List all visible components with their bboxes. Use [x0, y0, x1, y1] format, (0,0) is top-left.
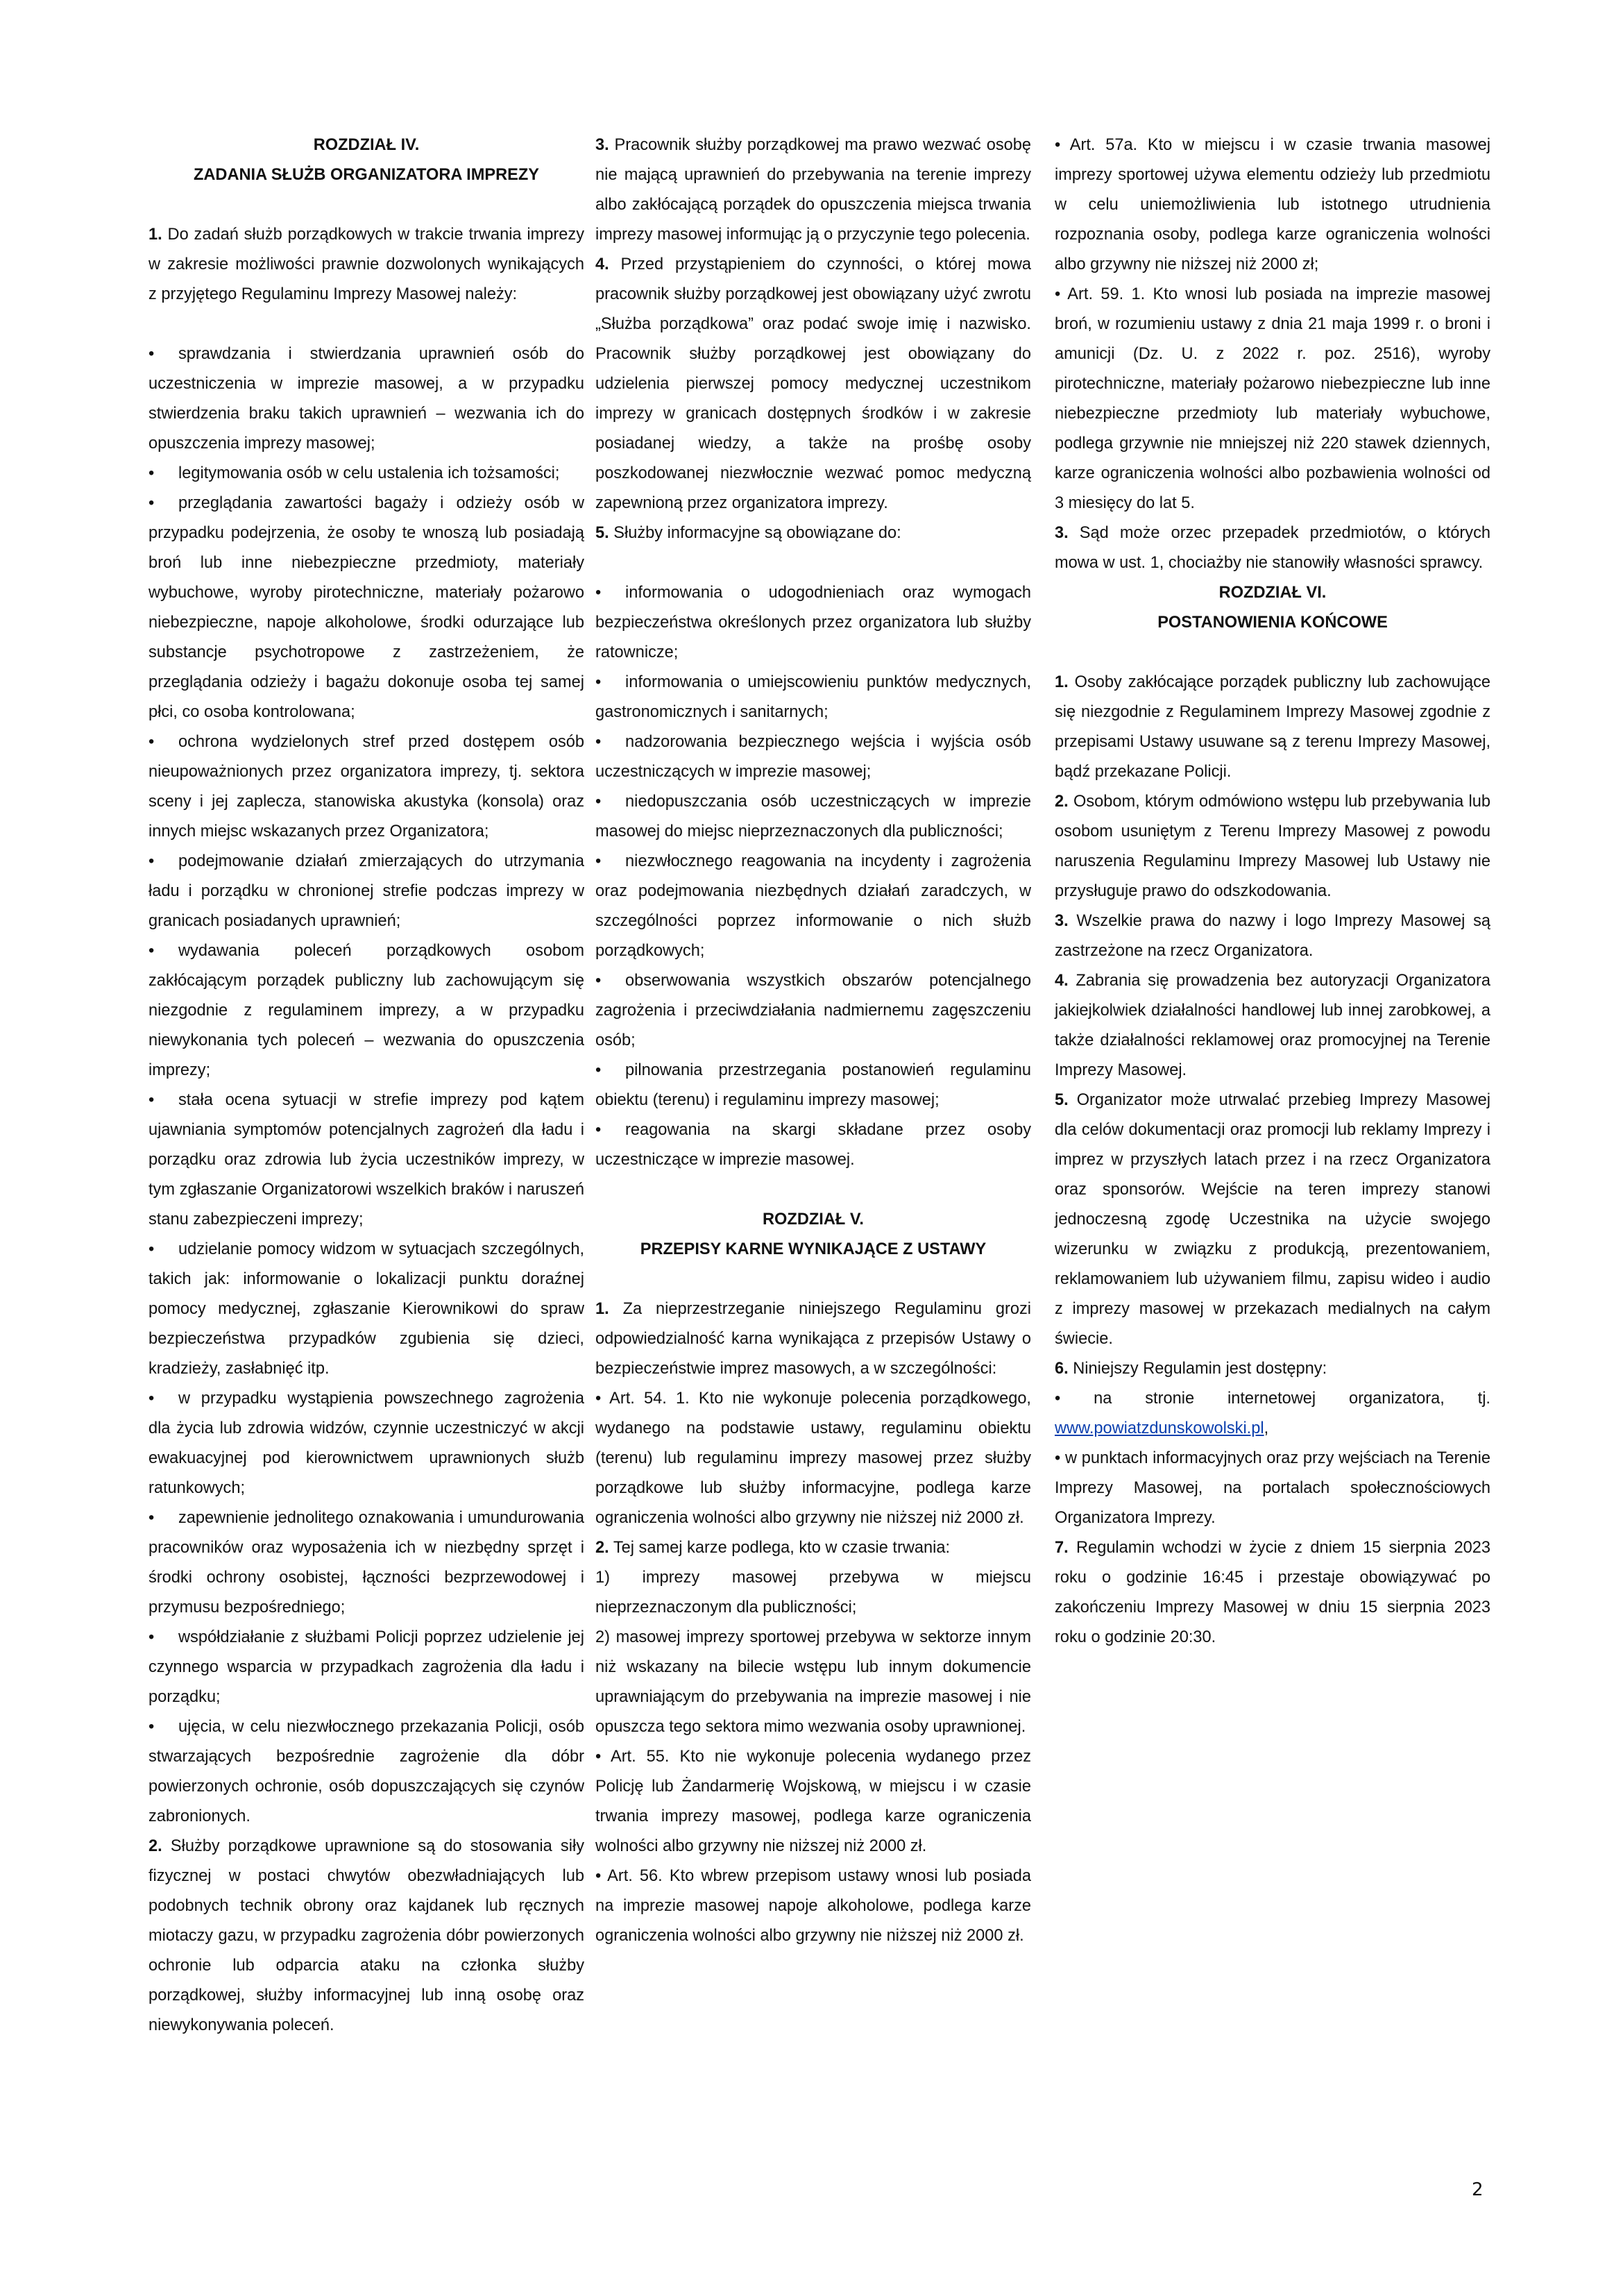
- paragraph-number: 3.: [1055, 524, 1069, 542]
- bullet-icon: •: [148, 464, 155, 482]
- bullet-text: informowania o udogodnieniach oraz wymogach bezpieczeństwa określonych przez organizatora lub służby ratownicze;: [595, 584, 1031, 661]
- bullet-text: podejmowanie działań zmierzających do utrzymania ładu i porządku w chronionej strefie podczas imprezy w granicach posiadanych uprawnień;: [148, 852, 584, 930]
- column-middle: [595, 130, 1031, 1951]
- paragraph-number: 3.: [1055, 912, 1069, 930]
- bullet-icon: •: [595, 972, 602, 990]
- bullet-text: stała ocena sytuacji w strefie imprezy pod kątem ujawniania symptomów potencjalnych zagrożeń dla ładu i porządku oraz zdrowia lub życia uczestników imprezy, w tym zgłaszanie Organizatorowi wszelkich braków i naruszeń stanu zabezpieczeni imprezy;: [148, 1091, 584, 1229]
- final-paragraph-5: [1055, 1086, 1490, 1354]
- bullet-icon: •: [595, 852, 602, 870]
- bullet-item: [148, 339, 584, 459]
- paragraph-number: 4.: [595, 255, 609, 273]
- paragraph-4: [595, 250, 1031, 518]
- chapter-v-heading: ROZDZIAŁ V.: [763, 1210, 864, 1229]
- chapter-iv-heading: ROZDZIAŁ IV.: [313, 136, 420, 154]
- paragraph-text: Niniejszy Regulamin jest dostępny:: [1073, 1360, 1327, 1378]
- paragraph-text: Osobom, którym odmówiono wstępu lub przebywania lub osobom usuniętym z Terenu Imprezy Masowej z powodu naruszenia Regulaminu Imprezy Masowej lub Ustawy nie przysługuje prawo do odszkodowania.: [1055, 793, 1490, 900]
- paragraph-text: Wszelkie prawa do nazwy i logo Imprezy Masowej są zastrzeżone na rzecz Organizatora.: [1055, 912, 1490, 960]
- bullet-text: pilnowania przestrzegania postanowień regulaminu obiektu (terenu) i regulaminu imprezy masowej;: [595, 1061, 1031, 1109]
- bullet-text: przeglądania zawartości bagaży i odzieży osób w przypadku podejrzenia, że osoby te wnoszą lub posiadają broń lub inne niebezpieczne przedmioty, materiały wybuchowe, wyroby pirotechniczne, materiały pożarowo niebezpieczne, napoje alkoholowe, środki odurzające lub substancje psychotropowe z zastrzeżeniem, że przeglądania odzieży i bagażu dokonuje osoba tej samej płci, co osoba kontrolowana;: [148, 494, 584, 721]
- chapter-vi-heading: ROZDZIAŁ VI.: [1218, 584, 1327, 602]
- final-paragraph-2: [1055, 787, 1490, 906]
- penalty-paragraph-3: [1055, 518, 1490, 578]
- penalty-paragraph-1: [595, 1294, 1031, 1384]
- duties-bullet-list: [148, 339, 584, 1832]
- bullet-text: niezwłocznego reagowania na incydenty i zagrożenia oraz podejmowania niezbędnych działań zaradczych, w szczególności poprzez informowanie o nich służb porządkowych;: [595, 852, 1031, 960]
- bullet-icon: •: [148, 345, 155, 363]
- bullet-icon: •: [595, 1061, 602, 1079]
- availability-website: [1055, 1384, 1490, 1444]
- paragraph-number: 1.: [1055, 673, 1069, 691]
- bullet-icon: •: [148, 1390, 155, 1408]
- availability-info-points: • w punktach informacyjnych oraz przy wejściach na Terenie Imprezy Masowej, na portalach społecznościowych Organizatora Imprezy.: [1055, 1449, 1490, 1527]
- bullet-item: [148, 727, 584, 847]
- column-left: [148, 130, 584, 2041]
- final-paragraph-4: [1055, 966, 1490, 1086]
- penalty-point-2: 2) masowej imprezy sportowej przebywa w sektorze innym niż wskazany na bilecie wstępu lub innym dokumencie uprawniającym do przebywania na imprezie masowej i nie opuszcza tego sektora mimo wezwania osoby uprawnionej.: [595, 1628, 1031, 1736]
- paragraph-number: 2.: [148, 1837, 162, 1855]
- paragraph-number: 5.: [595, 524, 609, 542]
- paragraph-number: 3.: [595, 136, 609, 154]
- bullet-item: [595, 578, 1031, 668]
- bullet-item: [148, 1623, 584, 1712]
- bullet-text: w przypadku wystąpienia powszechnego zagrożenia dla życia lub zdrowia widzów, czynnie uczestniczyć w akcji ewakuacyjnej pod kierownictwem uprawnionych służb ratunkowych;: [148, 1390, 584, 1497]
- paragraph-text: Do zadań służb porządkowych w trakcie trwania imprezy w zakresie możliwości prawnie dozwolonych wynikających z przyjętego Regulaminu Imprezy Masowej należy:: [148, 226, 584, 303]
- paragraph-number: 4.: [1055, 972, 1069, 990]
- article-59: • Art. 59. 1. Kto wnosi lub posiada na imprezie masowej broń, w rozumieniu ustawy z dnia 21 maja 1999 r. o broni i amunicji (Dz. U. z 2022 r. poz. 2516), wyroby pirotechniczne, materiały pożarowo niebezpieczne lub inne niebezpieczne przedmioty lub materiały wybuchowe, podlega grzywnie nie mniejszej niż 220 stawek dziennych, karze ograniczenia wolności albo pozbawienia wolności od 3 miesięcy do lat 5.: [1055, 285, 1490, 512]
- paragraph-text: Regulamin wchodzi w życie z dniem 15 sierpnia 2023 roku o godzinie 16:45 i przestaje obowiązywać po zakończeniu Imprezy Masowej w dniu 15 sierpnia 2023 roku o godzinie 20:30.: [1055, 1539, 1490, 1646]
- penalty-point-1: 1) imprezy masowej przebywa w miejscu nieprzeznaczonym dla publiczności;: [595, 1569, 1031, 1617]
- bullet-item: [595, 1056, 1031, 1115]
- availability-website-text: • na stronie internetowej organizatora, tj.: [1055, 1390, 1490, 1408]
- paragraph-text: Pracownik służby porządkowej ma prawo wezwać osobę nie mającą uprawnień do przebywania na terenie imprezy albo zakłócającą porządek do opuszczenia miejsca trwania imprezy masowej informując ją o przyczynie tego polecenia.: [595, 136, 1031, 244]
- bullet-icon: •: [148, 1240, 155, 1258]
- paragraph-text: Tej samej karze podlega, kto w czasie trwania:: [613, 1539, 951, 1557]
- paragraph-text: Przed przystąpieniem do czynności, o której mowa pracownik służby porządkowej jest obowiązany użyć zwrotu „Służba porządkowa” oraz podać swoje imię i nazwisko. Pracownik służby porządkowej jest obowiązany do udzielenia pierwszej pomocy medycznej uczestnikom imprezy w granicach dostępnych środków i w zakresie posiadanej wiedzy, a także na prośbę osoby poszkodowanej niezwłocznie wezwać pomoc medyczną zapewnioną przez organizatora imprezy.: [595, 255, 1031, 512]
- bullet-icon: •: [595, 584, 602, 602]
- paragraph-1: [148, 220, 584, 310]
- bullet-icon: •: [148, 942, 155, 960]
- bullet-text: nadzorowania bezpiecznego wejścia i wyjścia osób uczestniczących w imprezie masowej;: [595, 733, 1031, 781]
- bullet-item: [595, 668, 1031, 727]
- bullet-text: ochrona wydzielonych stref przed dostępem osób nieupoważnionych przez organizatora imprezy, tj. sektora sceny i jej zaplecza, stanowiska akustyka (konsola) oraz innych miejsc wskazanych przez Organizatora;: [148, 733, 584, 841]
- bullet-icon: •: [148, 1091, 155, 1109]
- column-right: [1055, 130, 1490, 1653]
- bullet-icon: •: [595, 733, 602, 751]
- paragraph-text: Sąd może orzec przepadek przedmiotów, o których mowa w ust. 1, chociażby nie stanowiły własności sprawcy.: [1055, 524, 1490, 572]
- bullet-item: [148, 936, 584, 1086]
- paragraph-text: Organizator może utrwalać przebieg Imprezy Masowej dla celów dokumentacji oraz promocji lub reklamy Imprezy i imprez w przyszłych latach przez i na rzecz Organizatora oraz sponsorów. Wejście na teren imprezy stanowi jednoczesną zgodę Uczestnika na użycie swojego wizerunku w związku z produkcją, prezentowaniem, reklamowaniem lub używaniem filmu, zapisu wideo i audio z imprezy masowej w przekazach medialnych na całym świecie.: [1055, 1091, 1490, 1348]
- bullet-icon: •: [148, 852, 155, 870]
- organizer-website-link[interactable]: www.powiatzdunskowolski.pl: [1055, 1419, 1264, 1437]
- bullet-text: współdziałanie z służbami Policji poprzez udzielenie jej czynnego wsparcia w przypadkach zagrożenia dla ładu i porządku;: [148, 1628, 584, 1706]
- bullet-item: [595, 966, 1031, 1056]
- paragraph-number: 6.: [1055, 1360, 1069, 1378]
- final-paragraph-6: [1055, 1354, 1490, 1384]
- bullet-item: [148, 1086, 584, 1235]
- paragraph-text: Za nieprzestrzeganie niniejszego Regulaminu grozi odpowiedzialność karna wynikająca z przepisów Ustawy o bezpieczeństwie imprez masowych, a w szczególności:: [595, 1300, 1031, 1378]
- bullet-item: [148, 1712, 584, 1832]
- bullet-icon: •: [148, 733, 155, 751]
- paragraph-text: Zabrania się prowadzenia bez autoryzacji Organizatora jakiejkolwiek działalności handlowej lub innej zarobkowej, a także działalności reklamowej oraz promocyjnej na Terenie Imprezy Masowej.: [1055, 972, 1491, 1079]
- bullet-text: udzielanie pomocy widzom w sytuacjach szczególnych, takich jak: informowanie o lokalizacji punktu doraźnej pomocy medycznej, zgłaszanie Kierownikowi do spraw bezpieczeństwa przypadków zgubienia się dzieci, kradzieży, zasłabnięć itp.: [148, 1240, 584, 1378]
- paragraph-number: 2.: [1055, 793, 1069, 811]
- bullet-icon: •: [148, 1628, 155, 1646]
- article-54: • Art. 54. 1. Kto nie wykonuje polecenia porządkowego, wydanego na podstawie ustawy, regulaminu obiektu (terenu) lub regulaminu imprezy masowej przez służby porządkowe lub służby informacyjne, podlega karze ograniczenia wolności albo grzywny nie niższej niż 2000 zł.: [595, 1390, 1031, 1527]
- paragraph-number: 7.: [1055, 1539, 1069, 1557]
- paragraph-number: 5.: [1055, 1091, 1069, 1109]
- bullet-icon: •: [595, 673, 602, 691]
- final-paragraph-7: [1055, 1533, 1490, 1653]
- article-57a: • Art. 57a. Kto w miejscu i w czasie trwania masowej imprezy sportowej używa elementu odzieży lub przedmiotu w celu uniemożliwienia lub istotnego utrudnienia rozpoznania osoby, podlega karze ograniczenia wolności albo grzywny nie niższej niż 2000 zł;: [1055, 136, 1490, 273]
- bullet-text: zapewnienie jednolitego oznakowania i umundurowania pracowników oraz wyposażenia ich w niezbędny sprzęt i środki ochrony osobistej, łączności bezprzewodowej i przymusu bezpośredniego;: [148, 1509, 584, 1617]
- bullet-item: [595, 847, 1031, 966]
- bullet-icon: •: [148, 494, 155, 512]
- bullet-text: informowania o umiejscowieniu punktów medycznych, gastronomicznych i sanitarnych;: [595, 673, 1031, 721]
- bullet-item: [595, 1115, 1031, 1175]
- bullet-item: [595, 787, 1031, 847]
- bullet-icon: •: [595, 1121, 602, 1139]
- paragraph-5: [595, 518, 1031, 548]
- bullet-icon: •: [148, 1509, 155, 1527]
- bullet-text: wydawania poleceń porządkowych osobom zakłócającym porządek publiczny lub zachowującym się niezgodnie z regulaminem imprezy, a w przypadku niewykonania tych poleceń – wezwania do opuszczenia imprezy;: [148, 942, 584, 1079]
- paragraph-text: Służby informacyjne są obowiązane do:: [613, 524, 901, 542]
- final-paragraph-3: [1055, 906, 1490, 966]
- bullet-item: [148, 1235, 584, 1384]
- bullet-icon: •: [148, 1718, 155, 1736]
- paragraph-3: [595, 130, 1031, 250]
- bullet-text: ujęcia, w celu niezwłocznego przekazania Policji, osób stwarzających bezpośrednie zagrożenie dla dóbr powierzonych ochronie, osób dopuszczających się czynów zabronionych.: [148, 1718, 584, 1825]
- paragraph-number: 2.: [595, 1539, 609, 1557]
- paragraph-number: 1.: [148, 226, 162, 244]
- bullet-icon: •: [595, 793, 602, 811]
- bullet-text: legitymowania osób w celu ustalenia ich tożsamości;: [178, 464, 560, 482]
- penalty-paragraph-2: [595, 1533, 1031, 1563]
- link-suffix: ,: [1264, 1419, 1269, 1437]
- article-56: • Art. 56. Kto wbrew przepisom ustawy wnosi lub posiada na imprezie masowej napoje alkoholowe, podlega karze ograniczenia wolności albo grzywny nie niższej niż 2000 zł.: [595, 1867, 1031, 1945]
- chapter-iv-title: ZADANIA SŁUŻB ORGANIZATORA IMPREZY: [193, 166, 540, 184]
- bullet-text: niedopuszczania osób uczestniczących w imprezie masowej do miejsc nieprzeznaczonych dla publiczności;: [595, 793, 1031, 841]
- bullet-item: [148, 1384, 584, 1503]
- paragraph-text: Służby porządkowe uprawnione są do stosowania siły fizycznej w postaci chwytów obezwładniających lub podobnych technik obrony oraz kajdanek lub ręcznych miotaczy gazu, w przypadku zagrożenia dóbr powierzonych ochronie lub odparcia ataku na członka służby porządkowej, służby informacyjnej lub inną osobę oraz niewykonywania poleceń.: [148, 1837, 584, 2034]
- chapter-vi-title: POSTANOWIENIA KOŃCOWE: [1157, 614, 1388, 632]
- paragraph-2: [148, 1832, 584, 2041]
- bullet-item: [148, 489, 584, 727]
- bullet-item: [595, 727, 1031, 787]
- final-paragraph-1: [1055, 668, 1490, 787]
- page-number: 2: [1472, 2179, 1484, 2200]
- info-services-bullet-list: [595, 578, 1031, 1175]
- bullet-item: [148, 1503, 584, 1623]
- chapter-v-title: PRZEPISY KARNE WYNIKAJĄCE Z USTAWY: [640, 1240, 987, 1258]
- bullet-item: [148, 847, 584, 936]
- bullet-text: obserwowania wszystkich obszarów potencjalnego zagrożenia i przeciwdziałania nadmiernemu zagęszczeniu osób;: [595, 972, 1031, 1049]
- bullet-text: reagowania na skargi składane przez osoby uczestniczące w imprezie masowej.: [595, 1121, 1031, 1169]
- article-55: • Art. 55. Kto nie wykonuje polecenia wydanego przez Policję lub Żandarmerię Wojskową, w miejscu i w czasie trwania imprezy masowej, podlega karze ograniczenia wolności albo grzywny nie niższej niż 2000 zł.: [595, 1748, 1031, 1855]
- bullet-text: sprawdzania i stwierdzania uprawnień osób do uczestniczenia w imprezie masowej, a w przypadku stwierdzenia braku takich uprawnień – wezwania ich do opuszczenia imprezy masowej;: [148, 345, 584, 453]
- paragraph-number: 1.: [595, 1300, 609, 1318]
- paragraph-text: Osoby zakłócające porządek publiczny lub zachowujące się niezgodnie z Regulaminem Imprezy Masowej zgodnie z przepisami Ustawy usuwane są z terenu Imprezy Masowej, bądź przekazane Policji.: [1055, 673, 1490, 781]
- bullet-item: [148, 459, 584, 489]
